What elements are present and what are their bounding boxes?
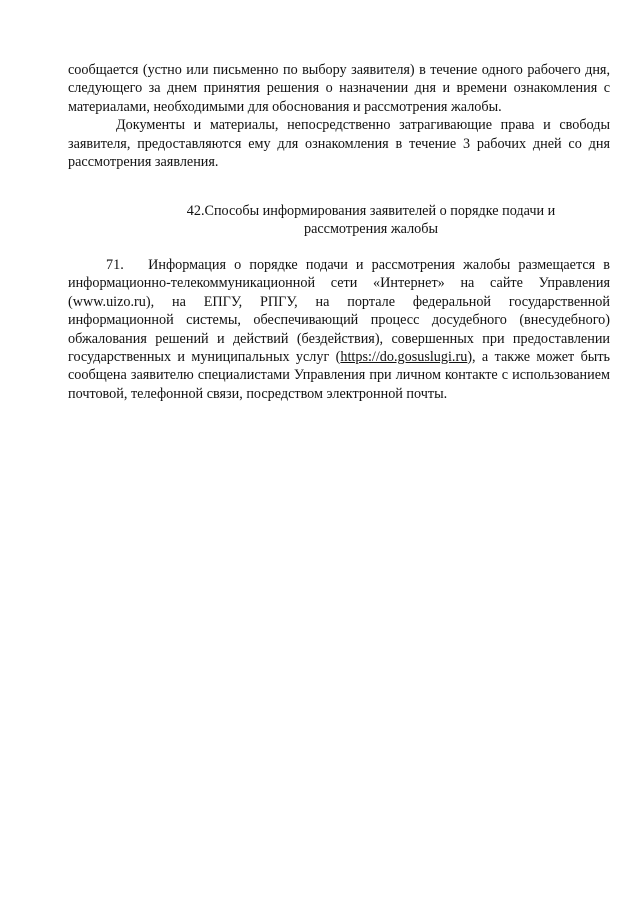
paragraph-documents: Документы и материалы, непосредственно затрагивающие права и свободы заявителя, предоставляются ему для ознакомления в течение 3 рабочих дней со дня рассмотрения заявления. bbox=[68, 117, 610, 171]
item-71-number: 71. bbox=[106, 257, 124, 273]
item-71-paragraph bbox=[68, 256, 610, 403]
gosuslugi-link[interactable]: https://do.gosuslugi.ru bbox=[340, 349, 468, 366]
section-heading-line2: рассмотрения жалобы bbox=[303, 221, 439, 238]
section-heading-line1: 42.Способы информирования заявителей о порядке подачи и bbox=[186, 203, 556, 219]
paragraph-continued: сообщается (устно или письменно по выбору заявителя) в течение одного рабочего дня, следующего за днем принятия решения о назначении дня и времени ознакомления с материалами, необходимыми для обоснования и рассмотрения жалобы. bbox=[68, 62, 610, 115]
item-71-block bbox=[68, 256, 610, 403]
item-71-text-after-link: ), а также может быть сообщена заявителю специалистами Управления при личном контакте с использованием почтовой, телефонной связи, посредством электронной почты. bbox=[68, 349, 611, 402]
item-71-text-before-link: Информация о порядке подачи и рассмотрения жалобы размещается в информационно-телекоммуникационной сети «Интернет» на сайте Управления (www.uizo.ru), на ЕПГУ, РПГУ, на портале федеральной государственной информационной системы, обеспечивающий процесс досудебного (внесудебного) обжалования решений и действий (бездействия), совершенных при предоставлении государственных и муниципальных услуг ( bbox=[68, 257, 611, 366]
section-heading bbox=[130, 202, 612, 239]
top-text-block bbox=[68, 61, 610, 171]
